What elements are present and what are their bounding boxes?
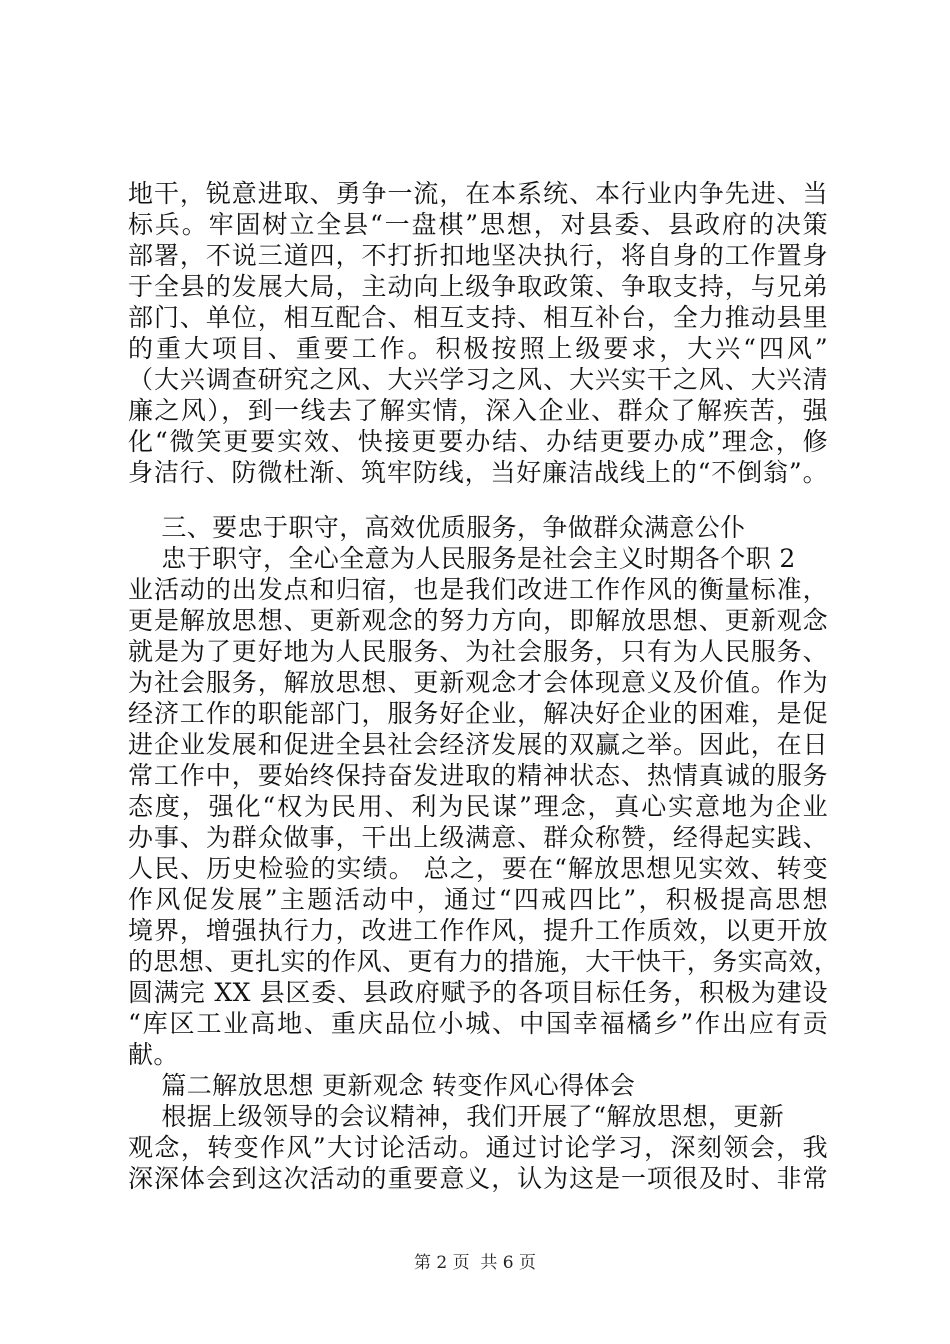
- section-heading: 篇二解放思想 更新观念 转变作风心得体会: [128, 1071, 636, 1100]
- text-line: 化“微笑更要实效、快接更要办结、办结更要办成”理念，修: [128, 427, 828, 456]
- text-line: 廉之风），到一线去了解实情，深入企业、群众了解疾苦，强: [128, 396, 828, 425]
- text-line: 的思想、更扎实的作风、更有力的措施，大干快干，务实高效，: [128, 947, 840, 976]
- text-line: 于全县的发展大局，主动向上级争取政策、争取支持，与兄弟: [128, 272, 828, 301]
- text-line: 部署，不说三道四，不打折扣地坚决执行，将自身的工作置身: [128, 241, 828, 270]
- text-line: 根据上级领导的会议精神，我们开展了“解放思想，更新: [128, 1102, 785, 1131]
- text-line: 就是为了更好地为人民服务、为社会服务，只有为人民服务、: [128, 637, 828, 666]
- text-line: 业活动的出发点和归宿，也是我们改进工作作风的衡量标准，: [128, 575, 828, 604]
- text-line: 观念，转变作风”大讨论活动。通过讨论学习，深刻领会，我: [128, 1133, 828, 1162]
- text-line: 经济工作的职能部门，服务好企业，解决好企业的困难，是促: [128, 699, 828, 728]
- text-line: （大兴调查研究之风、大兴学习之风、大兴实干之风、大兴清: [128, 365, 828, 394]
- text-line: 圆满完 XX 县区委、县政府赋予的各项目标任务，积极为建设: [128, 978, 828, 1007]
- text-line: 为社会服务，解放思想、更新观念才会体现意义及价值。作为: [128, 668, 828, 697]
- text-line: “库区工业高地、重庆品位小城、中国幸福橘乡”作出应有贡: [128, 1009, 828, 1038]
- page-footer: [0, 1248, 950, 1273]
- text-line: 献。: [128, 1040, 179, 1069]
- paragraph-section-1: [128, 178, 828, 488]
- text-line: 忠于职守，全心全意为人民服务是社会主义时期各个职 2: [128, 544, 796, 573]
- text-line: 深深体会到这次活动的重要意义，认为这是一项很及时、非常: [128, 1164, 828, 1193]
- text-line: 办事、为群众做事，干出上级满意、群众称赞，经得起实践、: [128, 823, 828, 852]
- page-number: 第 2 页 共 6 页: [413, 1253, 537, 1273]
- text-line: 态度，强化“权为民用、利为民谋”理念，真心实意地为企业: [128, 792, 828, 821]
- text-line: 标兵。牢固树立全县“一盘棋”思想，对县委、县政府的决策: [128, 210, 828, 239]
- section-heading: 三、要忠于职守，高效优质服务，争做群众满意公仆: [128, 513, 746, 542]
- text-line: 更是解放思想、更新观念的努力方向，即解放思想、更新观念: [128, 606, 828, 635]
- text-line: 身洁行、防微杜渐、筑牢防线，当好廉洁战线上的“不倒翁”。: [128, 458, 828, 487]
- text-line: 人民、历史检验的实绩。 总之，要在“解放思想见实效、转变: [128, 854, 828, 883]
- text-line: 境界，增强执行力，改进工作作风，提升工作质效，以更开放: [128, 916, 828, 945]
- paragraph-section-2: [128, 512, 840, 1194]
- text-line: 常工作中，要始终保持奋发进取的精神状态、热情真诚的服务: [128, 761, 828, 790]
- text-line: 作风促发展”主题活动中，通过“四戒四比”，积极提高思想: [128, 885, 828, 914]
- text-line: 地干，锐意进取、勇争一流，在本系统、本行业内争先进、当: [128, 179, 828, 208]
- text-line: 部门、单位，相互配合、相互支持、相互补台，全力推动县里: [128, 303, 828, 332]
- text-line: 进企业发展和促进全县社会经济发展的双赢之举。因此，在日: [128, 730, 828, 759]
- text-line: 的重大项目、重要工作。积极按照上级要求，大兴“四风”: [128, 334, 828, 363]
